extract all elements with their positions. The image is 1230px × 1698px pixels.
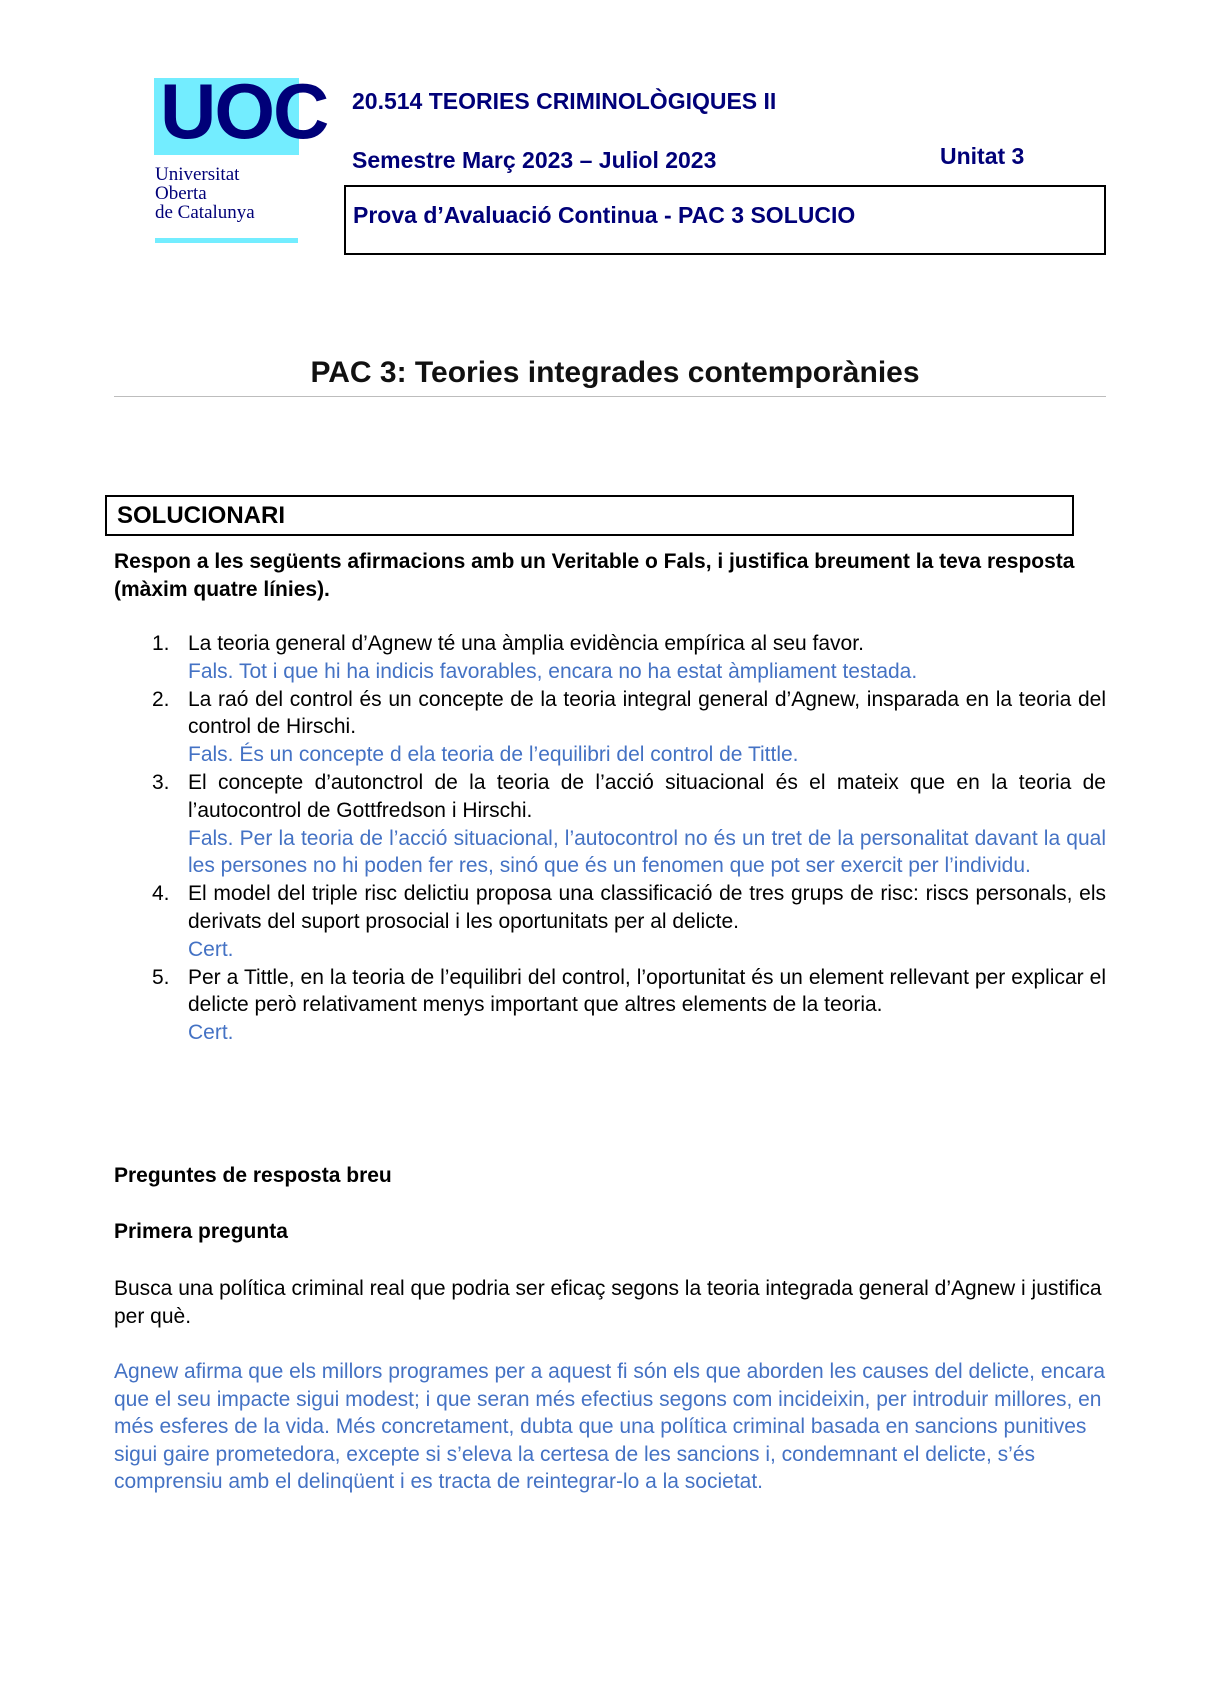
item-number: 5. <box>152 965 170 989</box>
page-title: PAC 3: Teories integrades contemporànies <box>310 356 920 389</box>
logo-mark-text: UOC <box>160 67 328 155</box>
list-item <box>114 880 1106 963</box>
solutions-heading: SOLUCIONARI <box>117 502 285 529</box>
logo-line-1: Universitat <box>155 164 240 185</box>
question-answer: Agnew afirma que els millors programes per a aquest fi són els que aborden les causes del delicte, encara que el seu impacte sigui modest; i que seran més efectius segons com incideixin, per introduir millores, en més esferes de la vida. Més concretament, dubta que una política criminal basada en sancions punitives sigui gaire prometedora, excepte si s’eleva la certesa de les sancions i, condemnant el delicte, s’és comprensiu amb el delinqüent i es tracta de reintegrar-lo a la societat. <box>114 1360 1106 1494</box>
item-statement: El model del triple risc delictiu proposa una classificació de tres grups de risc: riscs personals, els derivats del suport prosocial i les oportunitats per al delicte. <box>188 882 1106 933</box>
item-statement: La raó del control és un concepte de la teoria integral general d’Agnew, insparada en la teoria del control de Hirschi. <box>188 687 1106 739</box>
unit-label: Unitat 3 <box>940 143 1025 169</box>
item-statement: La teoria general d’Agnew té una àmplia evidència empírica al seu favor. <box>188 632 864 655</box>
item-answer: Cert. <box>188 937 234 961</box>
first-question-heading: Primera pregunta <box>114 1220 288 1243</box>
list-item <box>114 769 1106 880</box>
item-number: 1. <box>152 632 170 655</box>
item-answer: Fals. És un concepte d ela teoria de l’equilibri del control de Tittle. <box>188 743 799 767</box>
solutions-heading-box <box>105 495 1074 536</box>
item-number: 4. <box>152 882 170 906</box>
course-title: 20.514 TEORIES CRIMINOLÒGIQUES II <box>352 88 777 114</box>
logo-line-2: Oberta <box>155 183 207 204</box>
semester-label: Semestre Març 2023 – Juliol 2023 <box>352 147 717 173</box>
item-number: 3. <box>152 770 170 794</box>
item-answer: Cert. <box>188 1021 234 1045</box>
item-statement: El concepte d’autonctrol de la teoria de l’acció situacional és el mateix que en la teoria de l’autocontrol de Gottfredson i Hirschi. <box>188 770 1106 822</box>
true-false-list <box>114 630 1106 1047</box>
item-number: 2. <box>152 687 170 711</box>
list-item <box>114 964 1106 1047</box>
logo-mark <box>154 67 328 155</box>
logo-underline <box>155 238 298 243</box>
item-statement: Per a Tittle, en la teoria de l’equilibri del control, l’oportunitat és un element rellevant per explicar el delicte però relativament menys important que altres elements de la teoria. <box>188 965 1106 1017</box>
list-item <box>114 630 1106 686</box>
exam-title: Prova d’Avaluació Continua - PAC 3 SOLUCIO <box>353 202 856 228</box>
logo-wordmark <box>155 165 255 222</box>
title-divider <box>114 396 1106 397</box>
question-prompt: Busca una política criminal real que podria ser eficaç segons la teoria integrada general d’Agnew i justifica per què. <box>114 1277 1102 1328</box>
short-answer-heading: Preguntes de resposta breu <box>114 1164 392 1187</box>
list-item <box>114 686 1106 769</box>
item-answer: Fals. Per la teoria de l’acció situacional, l’autocontrol no és un tret de la personalitat davant la qual les persones no hi poden fer res, sinó que és un fenomen que pot ser exercit per l’individu. <box>188 826 1106 878</box>
item-answer: Fals. Tot i que hi ha indicis favorables, encara no ha estat àmpliament testada. <box>188 659 918 683</box>
exam-title-box <box>344 185 1106 255</box>
instructions: Respon a les següents afirmacions amb un Veritable o Fals, i justifica breument la teva resposta (màxim quatre línies). <box>114 550 1075 601</box>
logo-line-3: de Catalunya <box>155 202 255 223</box>
